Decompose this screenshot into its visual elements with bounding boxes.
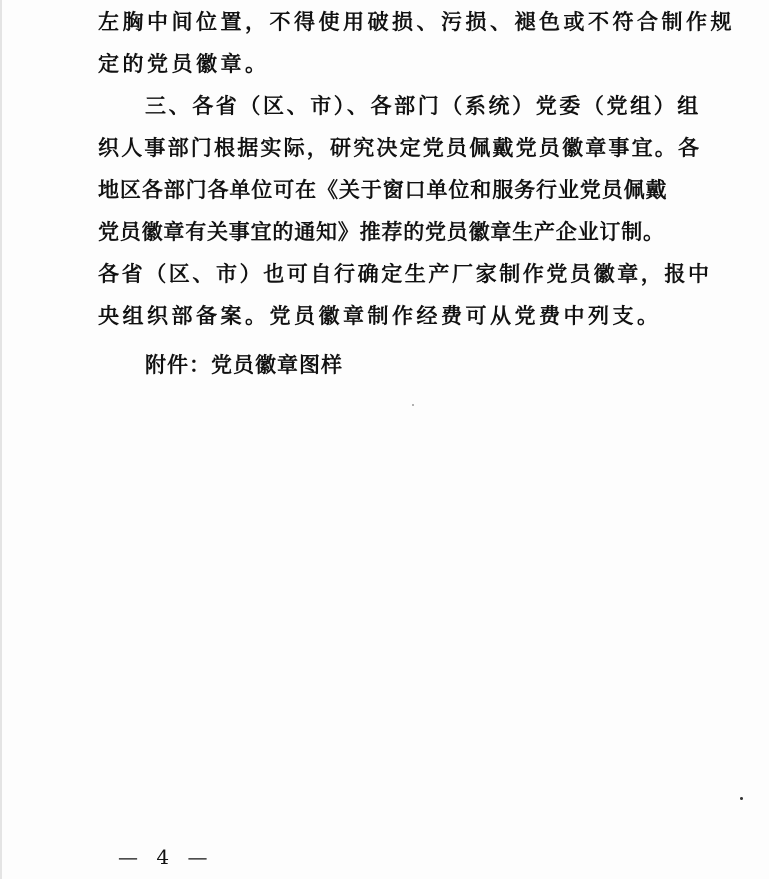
body-text-line-1: 左胸中间位置，不得使用破损、污损、褪色或不符合制作规 (98, 9, 735, 34)
body-text-line-5: 地区各部门各单位可在《关于窗口单位和服务行业党员佩戴 (98, 177, 668, 202)
page-number: — 4 — (118, 845, 214, 869)
body-text-line-8: 央组织部备案。党员徽章制作经费可从党费中列支。 (98, 303, 662, 328)
body-text-line-4: 织人事部门根据实际，研究决定党员佩戴党员徽章事宜。各 (98, 135, 702, 160)
attachment-label: 附件：党员徽章图样 (145, 352, 343, 377)
body-text-line-7: 各省（区、市）也可自行确定生产厂家制作党员徽章，报中 (98, 261, 712, 286)
body-text-line-6: 党员徽章有关事宜的通知》推荐的党员徽章生产企业订制。 (98, 219, 665, 244)
scan-speck (412, 404, 414, 406)
scan-speck (740, 797, 743, 800)
body-text-line-3: 三、各省（区、市）、各部门（系统）党委（党组）组 (145, 93, 701, 118)
body-text-line-2: 定的党员徽章。 (98, 51, 270, 76)
page-edge (0, 0, 2, 879)
